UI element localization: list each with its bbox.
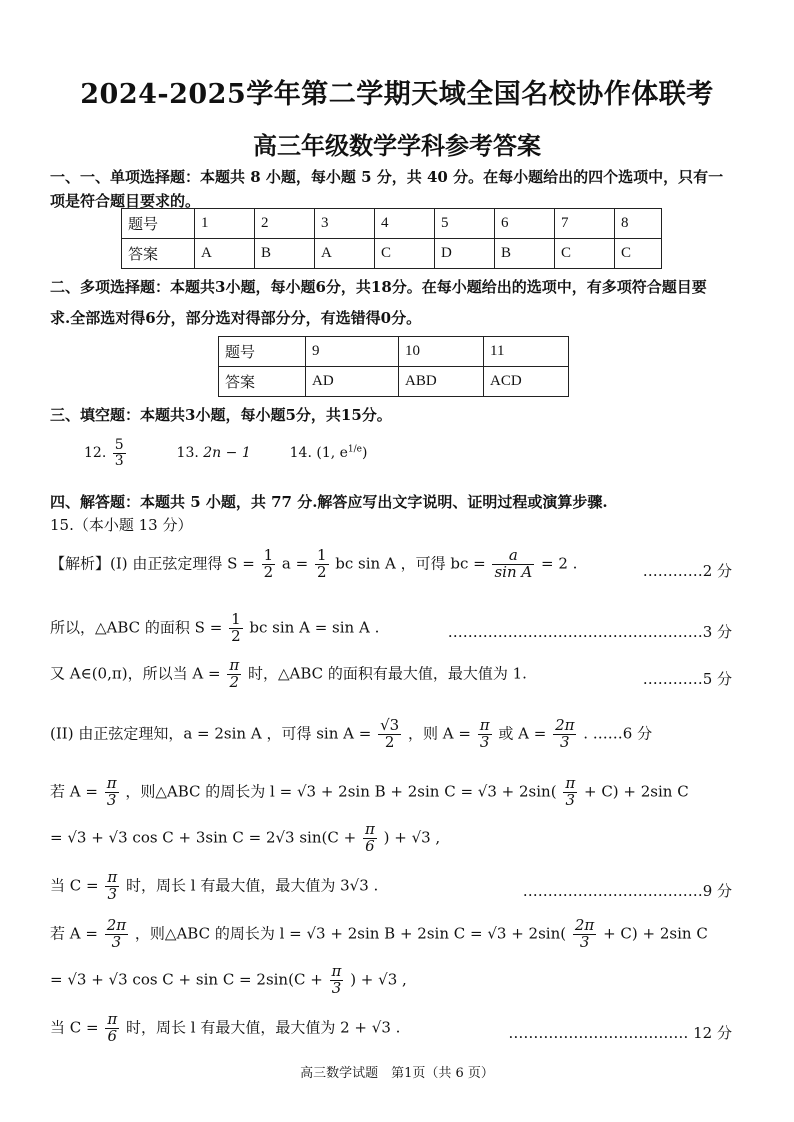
text: ，则 A = xyxy=(407,724,471,743)
section3-line1: 三、填空题：本题共3小题，每小题5分，共15分。 xyxy=(50,406,392,424)
numerator: π xyxy=(479,716,490,734)
numerator: 2π xyxy=(574,916,595,934)
q14-label: 14. xyxy=(289,445,312,462)
numerator: π xyxy=(364,820,375,838)
numerator: 2π xyxy=(106,916,127,934)
numerator: π xyxy=(106,774,117,792)
text: 若 A = xyxy=(50,782,98,801)
table-cell: 6 xyxy=(495,209,555,239)
solution-line-10 xyxy=(50,1012,400,1045)
text: 当 C = xyxy=(50,1018,99,1037)
fill-blank-answers xyxy=(84,438,367,468)
text: = 2 . xyxy=(541,554,578,573)
fraction-pi-over-2 xyxy=(227,658,241,691)
solution-line-8 xyxy=(50,918,708,951)
table-cell: A xyxy=(195,239,255,269)
text: 又 A∈(0,π)，所以当 A = xyxy=(50,664,221,683)
score-9: ………………………………9 分 xyxy=(522,882,732,900)
numerator: 2π xyxy=(555,716,575,734)
fraction-2pi-over-3 xyxy=(553,718,576,751)
denominator: 2 xyxy=(263,562,274,581)
text: bc sin A ，可得 bc = xyxy=(335,554,486,573)
denominator: 2 xyxy=(384,732,395,751)
q12-numerator: 5 xyxy=(114,437,124,453)
table-cell: C xyxy=(555,239,615,269)
score-2: …………2 分 xyxy=(642,562,732,580)
table-cell: 10 xyxy=(399,337,484,367)
table-cell: 答案 xyxy=(219,367,306,397)
numerator: 1 xyxy=(316,546,327,564)
fraction-pi-over-3 xyxy=(105,776,119,809)
q13-label: 13. xyxy=(176,445,199,462)
denominator: 3 xyxy=(579,932,590,951)
fraction-half xyxy=(229,612,243,645)
table-cell: C xyxy=(375,239,435,269)
numerator: π xyxy=(229,656,240,674)
denominator: 6 xyxy=(107,1026,118,1045)
denominator: 2 xyxy=(316,562,327,581)
q13-answer: 2n − 1 xyxy=(203,445,251,462)
table-cell: 8 xyxy=(615,209,662,239)
numerator: π xyxy=(331,962,342,980)
text: ，则△ABC 的周长为 l = √3 + 2sin B + 2sin C = √3 + 2sin( xyxy=(125,782,557,801)
numerator: 1 xyxy=(263,546,274,564)
fraction-pi-over-3 xyxy=(563,776,577,809)
solution-line-7 xyxy=(50,870,378,903)
denominator: 3 xyxy=(111,932,122,951)
text: + C) + 2sin C xyxy=(603,924,708,943)
score-5: …………5 分 xyxy=(642,670,732,688)
fraction-pi-over-3 xyxy=(105,870,119,903)
table-cell: 题号 xyxy=(219,337,306,367)
text: = √3 + √3 cos C + 3sin C = 2√3 sin(C + xyxy=(50,828,357,847)
text: 【解析】(I) 由正弦定理得 S = xyxy=(50,554,255,573)
table-row xyxy=(122,209,662,239)
section1-line2: 项是符合题目要求的。 xyxy=(50,192,201,210)
table-cell: 4 xyxy=(375,209,435,239)
denominator: 3 xyxy=(559,732,570,751)
fraction-half xyxy=(262,548,276,581)
table-cell: D xyxy=(435,239,495,269)
denominator: 3 xyxy=(107,884,118,903)
text: ) + √3 , xyxy=(350,970,407,989)
fraction-pi-over-3 xyxy=(478,718,492,751)
table-cell: 题号 xyxy=(122,209,195,239)
text: 时，△ABC 的面积有最大值，最大值为 1. xyxy=(247,664,527,683)
denominator: sin A xyxy=(494,562,533,581)
numerator: π xyxy=(565,774,576,792)
table-cell: 11 xyxy=(484,337,569,367)
solution-line-2 xyxy=(50,612,379,645)
numerator: 1 xyxy=(231,610,241,628)
multi-choice-table xyxy=(218,336,569,397)
solution-line-3 xyxy=(50,658,527,691)
fraction-2pi-over-3 xyxy=(573,918,596,951)
denominator: 2 xyxy=(229,672,240,691)
table-cell: A xyxy=(315,239,375,269)
text: (II) 由正弦定理知，a = 2sin A ，可得 sin A = xyxy=(50,724,372,743)
text: 时，周长 l 有最大值，最大值为 2 + √3 . xyxy=(126,1018,401,1037)
q12-denominator: 3 xyxy=(114,452,124,469)
solution-line-9 xyxy=(50,964,407,997)
solution-line-1 xyxy=(50,548,577,581)
q12-label: 12. xyxy=(84,445,107,462)
solution-line-5 xyxy=(50,776,689,809)
table-cell: 答案 xyxy=(122,239,195,269)
score-12: ……………………………… 12 分 xyxy=(508,1024,732,1042)
text: 所以，△ABC 的面积 S = xyxy=(50,618,223,637)
table-cell: B xyxy=(495,239,555,269)
section1-line1: 一、一、单项选择题：本题共 8 小题，每小题 5 分，共 40 分。在每小题给出的四个选项中，只有一 xyxy=(50,168,724,186)
text: 若 A = xyxy=(50,924,98,943)
table-row xyxy=(219,337,569,367)
q14-exponent: 1/e xyxy=(347,444,363,455)
text: = √3 + √3 cos C + sin C = 2sin(C + xyxy=(50,970,323,989)
score-6: . ……6 分 xyxy=(583,724,653,743)
denominator: 3 xyxy=(565,790,576,809)
fraction-2pi-over-3 xyxy=(105,918,128,951)
table-cell: 9 xyxy=(306,337,399,367)
table-cell: ABD xyxy=(399,367,484,397)
table-cell: ACD xyxy=(484,367,569,397)
numerator: a xyxy=(492,548,534,565)
text: 或 A = xyxy=(498,724,547,743)
text: bc sin A = sin A . xyxy=(249,618,380,637)
q15-header: 15.（本小题 13 分） xyxy=(50,516,193,534)
text: 当 C = xyxy=(50,876,99,895)
section4-line1: 四、解答题：本题共 5 小题，共 77 分.解答应写出文字说明、证明过程或演算步骤. xyxy=(50,493,608,511)
fraction-a-over-sinA xyxy=(492,548,534,581)
text: 时，周长 l 有最大值，最大值为 3√3 . xyxy=(126,876,379,895)
text: a = xyxy=(281,554,309,573)
denominator: 3 xyxy=(331,978,342,997)
page-footer: 高三数学试题 第1页（共 6 页） xyxy=(300,1066,494,1081)
q14-close: ) xyxy=(362,445,368,462)
fraction-half xyxy=(315,548,329,581)
text: ) + √3 , xyxy=(383,828,441,847)
table-cell: 5 xyxy=(435,209,495,239)
section2-line1: 二、多项选择题：本题共3小题，每小题6分，共18分。在每小题给出的选项中，有多项符合题目要 xyxy=(50,278,707,296)
text: ，则△ABC 的周长为 l = √3 + 2sin B + 2sin C = √3 + 2sin( xyxy=(134,924,567,943)
fraction-pi-over-6 xyxy=(105,1012,119,1045)
denominator: 3 xyxy=(479,732,490,751)
numerator: π xyxy=(107,1010,118,1028)
denominator: 3 xyxy=(106,790,117,809)
page-subtitle: 高三年级数学学科参考答案 xyxy=(253,131,541,160)
page-title: 2024-2025学年第二学期天域全国名校协作体联考 xyxy=(80,79,714,110)
section2-line2: 求.全部选对得6分，部分选对得部分分，有选错得0分。 xyxy=(50,309,422,327)
q12-fraction xyxy=(113,438,126,468)
fraction-pi-over-6 xyxy=(363,822,377,855)
denominator: 2 xyxy=(231,626,241,645)
table-cell: 3 xyxy=(315,209,375,239)
denominator: 6 xyxy=(365,836,375,855)
single-choice-table xyxy=(121,208,662,269)
solution-line-6 xyxy=(50,822,440,855)
solution-line-4 xyxy=(50,718,652,751)
table-cell: B xyxy=(255,239,315,269)
fraction-sqrt3-over-2 xyxy=(378,718,401,751)
score-3: ……………………………………………3 分 xyxy=(447,623,732,641)
table-row xyxy=(219,367,569,397)
table-cell: C xyxy=(615,239,662,269)
text: + C) + 2sin C xyxy=(583,782,689,801)
table-cell: AD xyxy=(306,367,399,397)
table-row xyxy=(122,239,662,269)
fraction-pi-over-3 xyxy=(330,964,344,997)
q14-answer: (1, e xyxy=(316,445,348,462)
numerator: π xyxy=(107,868,118,886)
table-cell: 1 xyxy=(195,209,255,239)
numerator: √3 xyxy=(380,716,400,734)
table-cell: 2 xyxy=(255,209,315,239)
table-cell: 7 xyxy=(555,209,615,239)
